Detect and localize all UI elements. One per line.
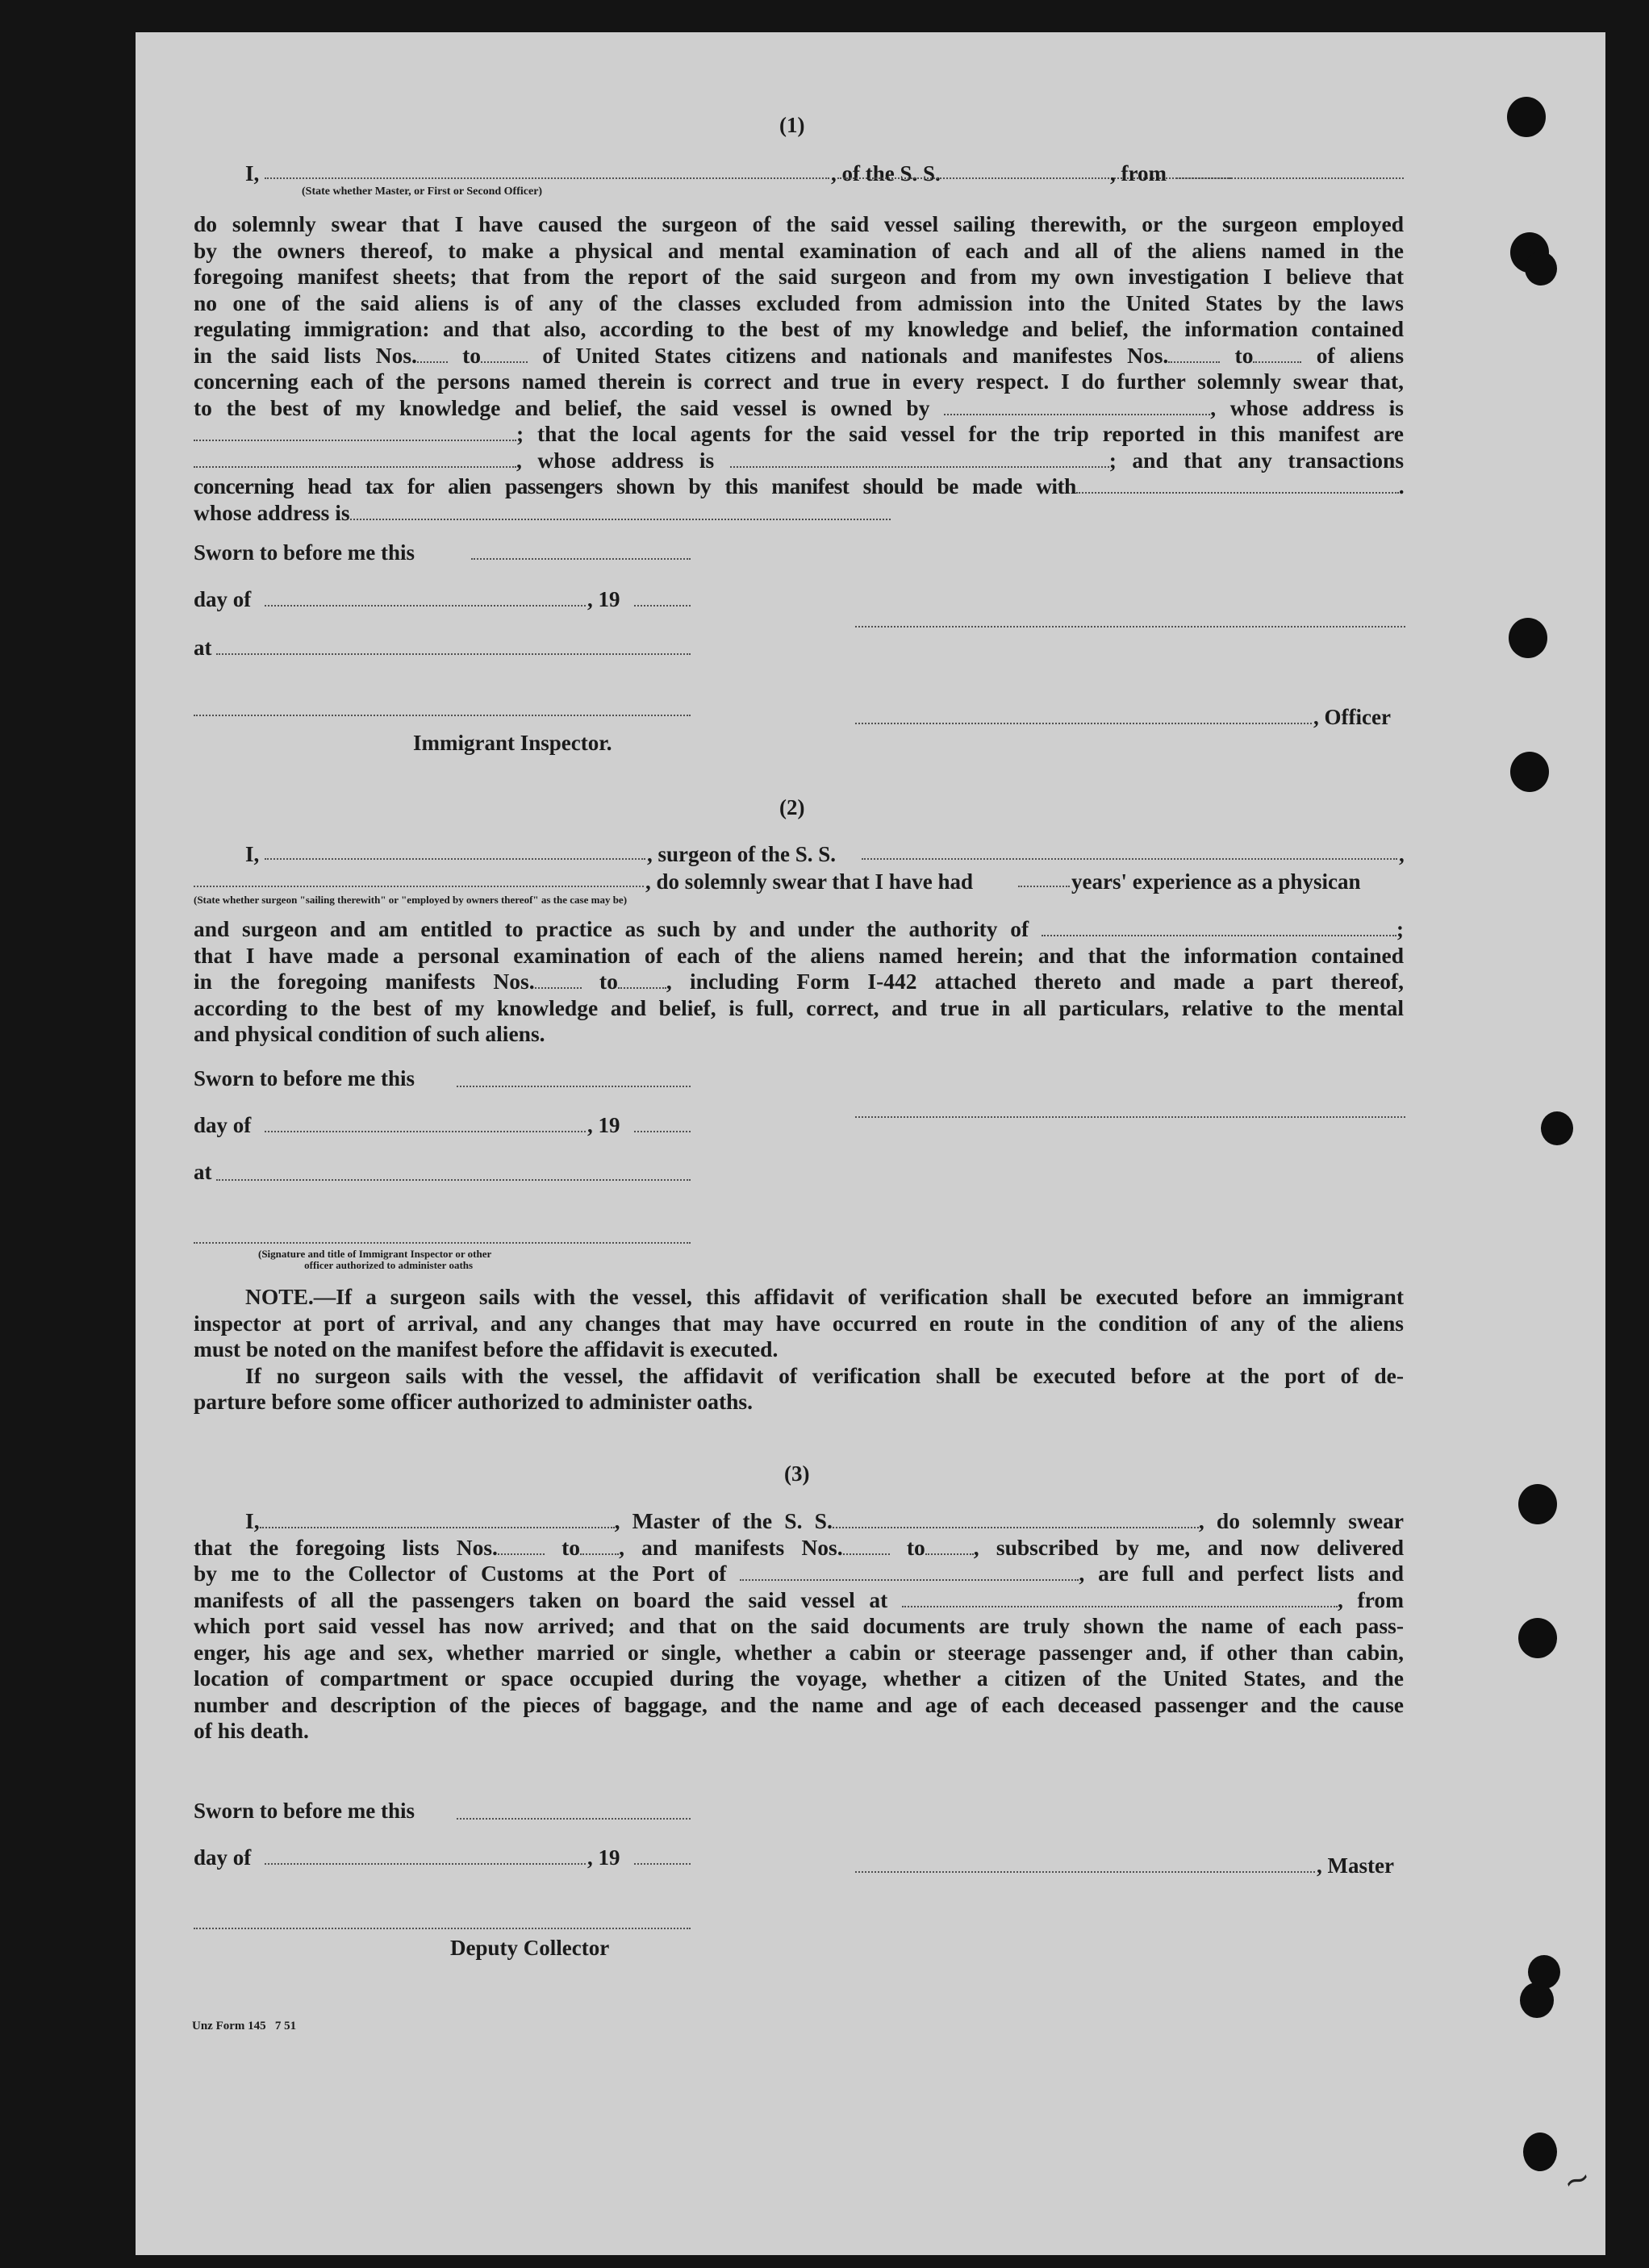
manifests-label: of United States citizens and nationals and manifestes Nos.	[542, 342, 1169, 368]
sworn-date-field[interactable]	[457, 1818, 691, 1820]
body-line: that I have made a personal examination of each of the aliens named herein; and that the information contained	[194, 942, 1404, 968]
at-label: at	[194, 1160, 212, 1184]
section-2-i-label: I,	[245, 842, 260, 866]
punch-hole	[1510, 752, 1549, 792]
port-label: by me to the Collector of Customs at the Port of	[194, 1561, 727, 1586]
body-line: foregoing manifest sheets; that from the report of the said surgeon and from my own investigation I believe that	[194, 264, 1404, 289]
headtax-label: concerning head tax for alien passengers shown by this manifest should be made with	[194, 473, 1076, 498]
officer-label: , Officer	[1313, 705, 1391, 729]
note-block	[194, 1284, 1404, 1415]
sworn-label: Sworn to before me this	[194, 540, 415, 565]
officer-signature-field[interactable]	[855, 626, 1405, 627]
surgeon-state-note: (State whether surgeon "sailing therewith" or "employed by owners thereof" as the case may be)	[194, 894, 628, 906]
surgeon-signature-field[interactable]	[855, 1116, 1405, 1118]
aliens-label: of aliens	[1316, 342, 1405, 368]
punch-hole	[1528, 1955, 1560, 1989]
body-line: and physical condition of such aliens.	[194, 1021, 545, 1046]
year-label: , 19	[587, 1113, 620, 1137]
punch-hole	[1523, 2133, 1557, 2171]
signature-note	[258, 1249, 491, 1270]
agents-field[interactable]	[194, 466, 516, 468]
to-label: to	[561, 1534, 581, 1560]
inspector-signature-field[interactable]	[194, 715, 691, 716]
manifests-label: in the foregoing manifests Nos.	[194, 969, 535, 994]
headtax-address-field[interactable]	[350, 519, 891, 520]
owner-address-field[interactable]	[194, 440, 516, 441]
boarding-line	[194, 1587, 1404, 1614]
section-3-number: (3)	[784, 1461, 810, 1486]
officer-name-field[interactable]	[265, 177, 829, 179]
boarding-label: manifests of all the passengers taken on board the said vessel at	[194, 1586, 888, 1612]
years-label: years' experience as a physican	[1071, 869, 1361, 894]
port-field[interactable]	[740, 1579, 1079, 1581]
lists-to-field[interactable]	[580, 1553, 619, 1555]
sworn-date-field[interactable]	[471, 558, 691, 560]
year-label: , 19	[587, 587, 620, 611]
address-label: , whose address is	[516, 447, 715, 473]
body-line: according to the best of my knowledge and belief, is full, correct, and true in all particulars, relative to the mental	[194, 994, 1404, 1020]
manifests-from-field[interactable]	[535, 987, 582, 989]
address-label: , whose address is	[1210, 394, 1405, 420]
body-line: number and description of the pieces of baggage, and the name and age of each deceased passenger and the cause	[194, 1691, 1404, 1717]
at-field[interactable]	[216, 1179, 691, 1181]
body-line: do solemnly swear that I have caused the surgeon of the said vessel sailing therewith, or the surgeon employed	[194, 211, 1404, 236]
port-line	[194, 1561, 1404, 1587]
signature-note-line: officer authorized to administer oaths	[304, 1258, 474, 1271]
section-1-of-ss: , of the S. S.	[831, 161, 941, 186]
body-line: enger, his age and sex, whether married or single, whether a cabin or steerage passenger and, if other than cabin,	[194, 1639, 1404, 1665]
lists-to-field[interactable]	[481, 361, 528, 363]
body-line-manifests	[194, 969, 1404, 995]
body-line-lists	[194, 343, 1404, 369]
body-line: by the owners thereof, to make a physical and mental examination of each and all of the aliens named in the	[194, 237, 1404, 263]
master-line	[194, 1508, 1404, 1535]
swear-label: , do solemnly swear that I have had	[645, 869, 974, 894]
handwritten-mark: ~	[1558, 2158, 1597, 2203]
manifests-from-field[interactable]	[843, 1553, 890, 1555]
body-line: location of compartment or space occupied during the voyage, whether a citizen of the United States, and the	[194, 1666, 1404, 1691]
body-line: of his death.	[194, 1718, 309, 1743]
comma: ,	[1399, 842, 1405, 866]
body-line-owner	[194, 395, 1404, 422]
deputy-signature-field[interactable]	[194, 1928, 691, 1929]
swear-label: , do solemnly swear	[1198, 1508, 1404, 1533]
body-line-whose-address	[194, 500, 1404, 527]
lists-label: that the foregoing lists Nos.	[194, 1534, 498, 1560]
transactions-label: ; and that any transactions	[1108, 447, 1405, 473]
at-field[interactable]	[216, 653, 691, 655]
to-label: to	[462, 342, 482, 368]
note-line: must be noted on the manifest before the affidavit is executed.	[194, 1336, 779, 1361]
surgeon-of-label: , surgeon of the S. S.	[647, 842, 837, 866]
master-of-label: , Master of the S. S.	[614, 1508, 833, 1533]
deputy-collector-label: Deputy Collector	[450, 1936, 610, 1960]
manifests-to-field[interactable]	[618, 987, 666, 989]
boarding-port-field[interactable]	[902, 1606, 1338, 1607]
state-whether-note: (State whether Master, or First or Second Officer)	[302, 186, 543, 198]
sworn-date-field[interactable]	[457, 1086, 691, 1087]
punch-hole	[1525, 252, 1557, 286]
whose-address-label: whose address is	[194, 499, 350, 525]
note-line: parture before some officer authorized to administer oaths.	[194, 1389, 753, 1414]
body-line: regulating immigration: and that also, according to the best of my knowledge and belief, the information contained	[194, 316, 1404, 341]
note-line: If no surgeon sails with the vessel, the affidavit of verification shall be executed before at the port of de-	[245, 1362, 1404, 1388]
lists-label: in the said lists Nos.	[194, 342, 417, 368]
to-label: to	[906, 1534, 925, 1560]
section-2-number: (2)	[779, 795, 805, 819]
day-of-field[interactable]	[265, 1131, 586, 1132]
officer-title-field[interactable]	[855, 723, 1312, 724]
year-field[interactable]	[634, 1863, 691, 1865]
surgeon-vessel-field[interactable]	[862, 858, 1397, 860]
delivered-label: , subscribed by me, and now delivered	[973, 1534, 1405, 1560]
day-of-label: day of	[194, 587, 252, 611]
lists-from-field[interactable]	[417, 361, 448, 363]
from-port-field[interactable]	[1176, 177, 1404, 179]
year-field[interactable]	[634, 605, 691, 607]
master-label: , Master	[1317, 1853, 1394, 1878]
punch-hole	[1509, 618, 1547, 658]
body-line: concerning each of the persons named therein is correct and true in every respect. I do further solemnly swear that,	[194, 369, 1404, 394]
vessel-name-field[interactable]	[837, 177, 1231, 179]
owner-label: to the best of my knowledge and belief, the said vessel is owned by	[194, 394, 930, 420]
manifests-label: , and manifests Nos.	[619, 1534, 843, 1560]
document-page	[136, 32, 1605, 2255]
note-line: inspector at port of arrival, and any changes that may have occurred en route in the condition of any of the aliens	[194, 1310, 1404, 1336]
to-label: to	[1234, 342, 1254, 368]
body-line-agents	[194, 421, 1404, 448]
section-3-body	[194, 1508, 1404, 1745]
authority-label: and surgeon and am entitled to practice as such by and under the authority of	[194, 916, 1029, 941]
day-of-field[interactable]	[265, 605, 586, 607]
body-line-agent-address	[194, 448, 1404, 474]
body-line-headtax: concerning head tax for alien passengers shown by this manifest should be made with .	[194, 473, 1404, 498]
master-name-field[interactable]	[260, 1527, 615, 1528]
surgeon-status-field[interactable]	[194, 886, 644, 887]
to-label: to	[599, 969, 618, 994]
note-line: NOTE.—If a surgeon sails with the vessel, this affidavit of verification shall be executed before an immigrant	[245, 1284, 1404, 1309]
section-1-i-label: I,	[245, 161, 260, 186]
punch-hole	[1518, 1484, 1557, 1524]
body-line: no one of the said aliens is of any of the classes excluded from admission into the United States by the laws	[194, 290, 1404, 315]
lists-from-field[interactable]	[498, 1553, 545, 1555]
at-label: at	[194, 636, 212, 660]
lists-perfect-label: , are full and perfect lists and	[1079, 1561, 1405, 1586]
immigrant-inspector-label: Immigrant Inspector.	[413, 731, 612, 755]
body-line: which port said vessel has now arrived; and that on the said documents are truly shown the name of each pass-	[194, 1613, 1404, 1638]
section-1-body	[194, 211, 1404, 526]
agents-label: ; that the local agents for the said vessel for the trip reported in this manifest are	[516, 421, 1404, 446]
form-id: Unz Form 145 7 51	[192, 2020, 297, 2032]
signature-note-line: (Signature and title of Immigrant Inspector or other	[258, 1248, 492, 1260]
from-label: , from	[1337, 1586, 1405, 1612]
inspector-signature-field[interactable]	[194, 1242, 691, 1244]
authority-field[interactable]	[1042, 935, 1396, 936]
form-label: , including Form I-442 attached thereto and made a part thereof,	[666, 969, 1404, 994]
i-label: I,	[245, 1508, 260, 1533]
body-line-authority: and surgeon and am entitled to practice as such by and under the authority of ;	[194, 916, 1405, 941]
day-of-field[interactable]	[265, 1863, 586, 1865]
manifests-from-field[interactable]	[1168, 361, 1220, 363]
sworn-label: Sworn to before me this	[194, 1799, 415, 1823]
punch-hole	[1507, 97, 1546, 137]
manifests-to-field[interactable]	[925, 1553, 974, 1555]
lists-line	[194, 1535, 1404, 1561]
from-text: , from	[1110, 161, 1167, 186]
owner-field[interactable]	[944, 414, 1210, 415]
section-1-from-label	[1110, 163, 1167, 185]
year-field[interactable]	[634, 1131, 691, 1132]
day-of-label: day of	[194, 1845, 252, 1870]
day-of-label: day of	[194, 1113, 252, 1137]
section-1-number: (1)	[779, 113, 805, 137]
surgeon-name-field[interactable]	[265, 858, 645, 860]
years-field[interactable]	[1018, 886, 1070, 887]
master-signature-field[interactable]	[855, 1871, 1315, 1873]
punch-hole	[1518, 1618, 1557, 1658]
sworn-label: Sworn to before me this	[194, 1066, 415, 1090]
section-2-body	[194, 916, 1404, 1048]
punch-hole	[1541, 1111, 1573, 1145]
headtax-field[interactable]	[1076, 492, 1399, 494]
year-label: , 19	[587, 1845, 620, 1870]
master-vessel-field[interactable]	[833, 1527, 1199, 1528]
manifests-to-field[interactable]	[1253, 361, 1301, 363]
agents-address-field[interactable]	[730, 466, 1109, 468]
